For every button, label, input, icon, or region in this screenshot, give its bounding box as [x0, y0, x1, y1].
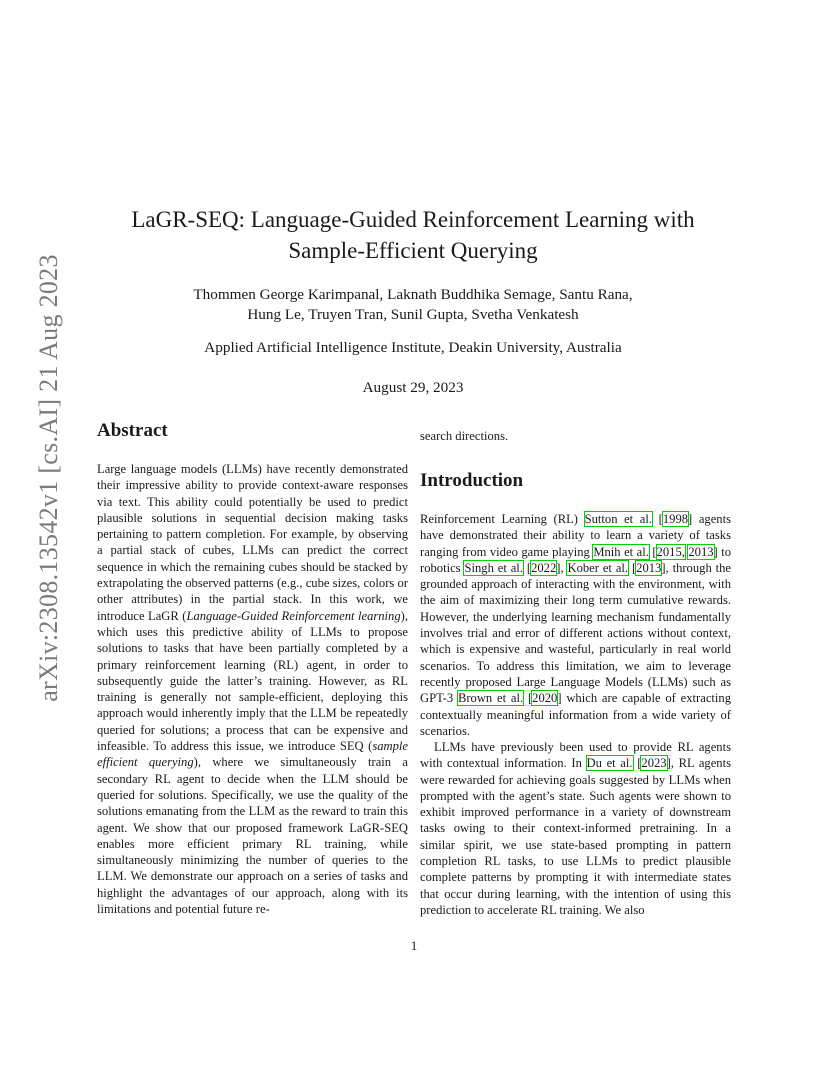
citation-link[interactable]: 2022	[531, 560, 557, 575]
citation-link[interactable]: Du et al.	[586, 756, 633, 771]
text-run: [	[632, 756, 642, 771]
citation-link[interactable]: 2013	[688, 544, 714, 559]
text-run: [	[522, 560, 532, 575]
text-run: [	[628, 560, 637, 575]
text-run: Reinforcement Learning (RL)	[420, 512, 585, 526]
abstract-emphasis-seq: sample efficient querying	[97, 739, 408, 770]
authors-line-1: Thommen George Karimpanal, Laknath Buddhika Semage, Santu Rana,	[193, 286, 633, 303]
title-line-2: Sample-Efficient Querying	[288, 238, 538, 263]
citation-link[interactable]: Sutton et al.	[584, 512, 653, 526]
citation-link[interactable]: Singh et al.	[464, 560, 523, 575]
abstract-emphasis-lagr: Language-Guided Reinforcement learning	[186, 608, 401, 623]
introduction-heading: Introduction	[420, 470, 524, 491]
author-list	[95, 285, 731, 325]
paper-title	[95, 204, 731, 266]
arxiv-identifier: arXiv:2308.13542v1 [cs.AI] 21 Aug 2023	[34, 254, 63, 702]
text-run: LLMs have previously been used to provide RL agents with contextual information. In	[420, 740, 731, 771]
text-run: [	[652, 512, 663, 526]
introduction-paragraph-2	[420, 739, 731, 918]
introduction-paragraph-1	[420, 511, 731, 739]
affiliation: Applied Artificial Intelligence Institute, Deakin University, Australia	[204, 339, 622, 356]
abstract-heading: Abstract	[97, 420, 168, 441]
text-run: ] which are capable of extracting contextually meaningful information from a wide variety of scenarios.	[420, 691, 731, 738]
text-run: ] agents have demonstrated their ability to learn a variety of tasks ranging from video game playing	[420, 512, 732, 559]
citation-link[interactable]: Brown et al.	[457, 691, 524, 706]
abstract-text: Large language models (LLMs) have recently demonstrated their impressive ability to provide context-aware responses via text. This ability could potentially be used to predict plausible solutions in sequential decision making tasks pertaining to pattern completion. For example, by observing a partial stack of cubes, LLMs can predict the correct sequence in which the remaining cubes should be stacked by extrapolating the observed patterns (e.g., cube sizes, colors or other attributes) in the partial stack. In this work, we introduce LaGR (Language-Guided Reinforcement learning), which uses this predictive ability of LLMs to propose solutions to tasks that have been partially completed by a primary reinforcement learning (RL) agent, in order to subsequently guide the latter’s training. However, as RL training is generally not sample-efficient, deploying this approach would inherently imply that the LLM be repeatedly queried for solutions; a process that can be expensive and infeasible. To address this issue, we introduce SEQ (sample efficient querying), where we simultaneously train a secondary RL agent to decide when the LLM should be queried for solutions. Specifically, we use the quality of the solutions emanating from the LLM as the reward to train this agent. We show that our proposed framework LaGR-SEQ enables more efficient primary RL training, while simultaneously minimizing the number of queries to the LLM. We demonstrate our approach on a series of tasks and highlight the advantages of our approach, along with its limitations and potential future re-	[97, 462, 408, 917]
text-run: ], through the grounded approach of interacting with the environment, with the aim of maximizing their long term cumulative rewards. However, the underlying learning mechanism fundamentally involves trial and error of different actions without context, which is expensive and wasteful, particularly in real world scenarios. To address this limitation, we aim to leverage recently proposed Large Language Models (LLMs) such as GPT-3	[420, 560, 732, 706]
abstract-continuation: search directions.	[420, 429, 509, 443]
citation-link[interactable]: Mnih et al.	[593, 544, 649, 559]
text-run: [	[648, 544, 657, 559]
text-run: ],	[556, 560, 568, 575]
title-line-1: LaGR-SEQ: Language-Guided Reinforcement Learning with	[131, 207, 695, 232]
citation-link[interactable]: 2015,	[656, 544, 685, 559]
citation-link[interactable]: 2013	[636, 560, 662, 575]
citation-link[interactable]: Kober et al.	[567, 560, 629, 575]
publication-date: August 29, 2023	[362, 379, 464, 396]
text-run: [	[523, 691, 533, 706]
title-block	[95, 204, 731, 398]
page-number: 1	[410, 938, 418, 953]
citation-link[interactable]: 1998	[662, 512, 689, 526]
text-run: ] to robotics	[420, 544, 732, 575]
authors-line-2: Hung Le, Truyen Tran, Sunil Gupta, Svetha Venkatesh	[247, 306, 579, 323]
citation-link[interactable]: 2023	[641, 756, 667, 771]
citation-link[interactable]: 2020	[532, 691, 558, 706]
text-run: ], RL agents were rewarded for achieving goals suggested by LLMs when prompted with the agent’s state. Such agents were shown to exhibit improved performance in a variety of downstream tasks owing to their context-informed pretraining. In a similar spirit, we use state-based prompting in pattern completion RL tasks, to use LLMs to predict plausible complete patterns by prompting it with intermediate states that occur during learning, with the intention of using this prediction to accelerate RL training. We also	[420, 756, 732, 917]
